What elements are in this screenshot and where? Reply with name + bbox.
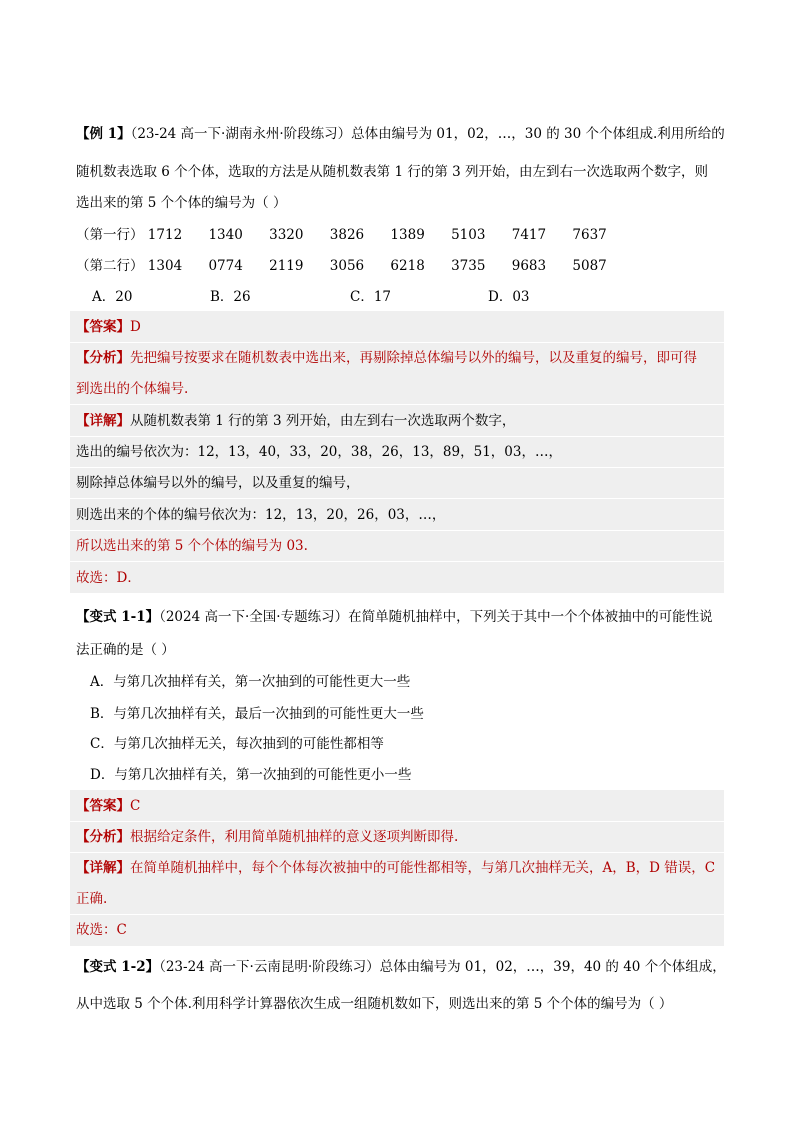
var12-question-line-2: 从中选取 5 个个体.利用科学计算器依次生成一组随机数如下，则选出来的第 5 个个体的编号为（ ） [76, 996, 673, 1012]
ex1-line1: （23-24 高一下·湖南永州·阶段练习）总体由编号为 01，02，…，30 的 30 个个体组成.利用所给的 [130, 126, 725, 142]
row1-cell: 7637 [572, 227, 607, 243]
var12-line1: （23-24 高一下·云南昆明·阶段练习）总体由编号为 01，02，…，39，40 的 40 个个体组成， [159, 959, 726, 975]
random-table-row-2 [76, 256, 629, 276]
ex1-answer: D [130, 319, 141, 335]
var11-option-b: B．与第几次抽样有关，最后一次抽到的可能性更大一些 [90, 706, 424, 722]
random-table-row-1 [76, 225, 629, 245]
ex1-detail-3: 剔除掉总体编号以外的编号，以及重复的编号， [76, 475, 360, 491]
ex1-detail-row [76, 411, 724, 431]
var11-question-line-1 [76, 607, 713, 627]
var11-solution-block [70, 790, 724, 946]
ex1-option-d: D．03 [488, 289, 530, 305]
ex1-tag: 【例 1】 [76, 126, 131, 142]
row1-cell: 3826 [329, 227, 365, 243]
ex1-options [92, 287, 530, 307]
var11-detail-2: 正确. [76, 891, 108, 907]
ex1-analysis-row [76, 348, 724, 368]
var11-detail-1: 在简单随机抽样中，每个个体每次被抽中的可能性都相等，与第几次抽样无关，A，B，D 错误，C [130, 860, 716, 876]
var11-detail-row [76, 858, 724, 878]
var11-option-a: A．与第几次抽样有关，第一次抽到的可能性更大一些 [90, 674, 411, 690]
row2-cell: 2119 [269, 258, 304, 274]
answer-tag: 【答案】 [76, 319, 130, 335]
var12-tag: 【变式 1-2】 [76, 959, 160, 975]
row2-cell: 3056 [329, 258, 365, 274]
row1-cell: 1389 [390, 227, 425, 243]
var11-answer: C [130, 798, 141, 814]
ex1-question-line-1 [76, 124, 725, 144]
var12-question-line-1 [76, 957, 726, 977]
var11-final-answer: 故选：C [76, 922, 127, 938]
ex1-option-c: C．17 [350, 289, 392, 305]
row2-label: （第二行） [76, 258, 144, 274]
ex1-answer-row [76, 317, 724, 337]
row2-cell: 6218 [390, 258, 425, 274]
ex1-question-line-3: 选出来的第 5 个个体的编号为（ ） [76, 195, 287, 211]
ex1-detail-4: 则选出来的个体的编号依次为：12，13，20，26，03，…， [76, 507, 446, 523]
var11-line1: （2024 高一下·全国·专题练习）在简单随机抽样中，下列关于其中一个个体被抽中的可能性说 [159, 609, 713, 625]
row1-cell: 5103 [451, 227, 486, 243]
detail-tag: 【详解】 [76, 860, 130, 876]
row1-cell: 1712 [147, 227, 183, 243]
var11-option-d: D．与第几次抽样有关，第一次抽到的可能性更小一些 [90, 767, 412, 783]
var11-option-c: C．与第几次抽样无关，每次抽到的可能性都相等 [90, 736, 384, 752]
row1-cell: 7417 [511, 227, 547, 243]
analysis-tag: 【分析】 [76, 350, 130, 366]
ex1-option-a: A．20 [92, 289, 133, 305]
ex1-solution-block [70, 311, 724, 593]
ex1-detail-5: 所以选出来的第 5 个个体的编号为 03. [76, 538, 308, 554]
row1-cell: 3320 [269, 227, 304, 243]
var11-answer-row [76, 796, 724, 816]
ex1-option-b: B．26 [210, 289, 251, 305]
row2-cell: 0774 [208, 258, 243, 274]
answer-tag: 【答案】 [76, 798, 130, 814]
row2-cell: 3735 [451, 258, 486, 274]
row1-cell: 1340 [208, 227, 243, 243]
detail-tag: 【详解】 [76, 413, 130, 429]
ex1-detail-2: 选出的编号依次为：12，13，40，33，20，38，26，13，89，51，03，…， [76, 444, 562, 460]
ex1-analysis-1: 先把编号按要求在随机数表中选出来，再剔除掉总体编号以外的编号，以及重复的编号，即可得 [130, 350, 697, 366]
ex1-detail-1: 从随机数表第 1 行的第 3 列开始，由左到右一次选取两个数字， [130, 413, 516, 429]
var11-analysis-row [76, 827, 724, 847]
row2-cell: 5087 [572, 258, 607, 274]
var11-analysis-1: 根据给定条件，利用简单随机抽样的意义逐项判断即得. [130, 829, 459, 845]
row2-cell: 1304 [147, 258, 183, 274]
analysis-tag: 【分析】 [76, 829, 130, 845]
ex1-final-answer: 故选：D． [76, 570, 141, 586]
ex1-question-line-2: 随机数表选取 6 个个体，选取的方法是从随机数表第 1 行的第 3 列开始，由左到右一次选取两个数字，则 [76, 164, 709, 180]
row1-label: （第一行） [76, 227, 144, 243]
ex1-analysis-2: 到选出的个体编号. [76, 381, 189, 397]
row2-cell: 9683 [511, 258, 547, 274]
var11-question-line-2: 法正确的是（ ） [76, 642, 175, 658]
var11-tag: 【变式 1-1】 [76, 609, 160, 625]
